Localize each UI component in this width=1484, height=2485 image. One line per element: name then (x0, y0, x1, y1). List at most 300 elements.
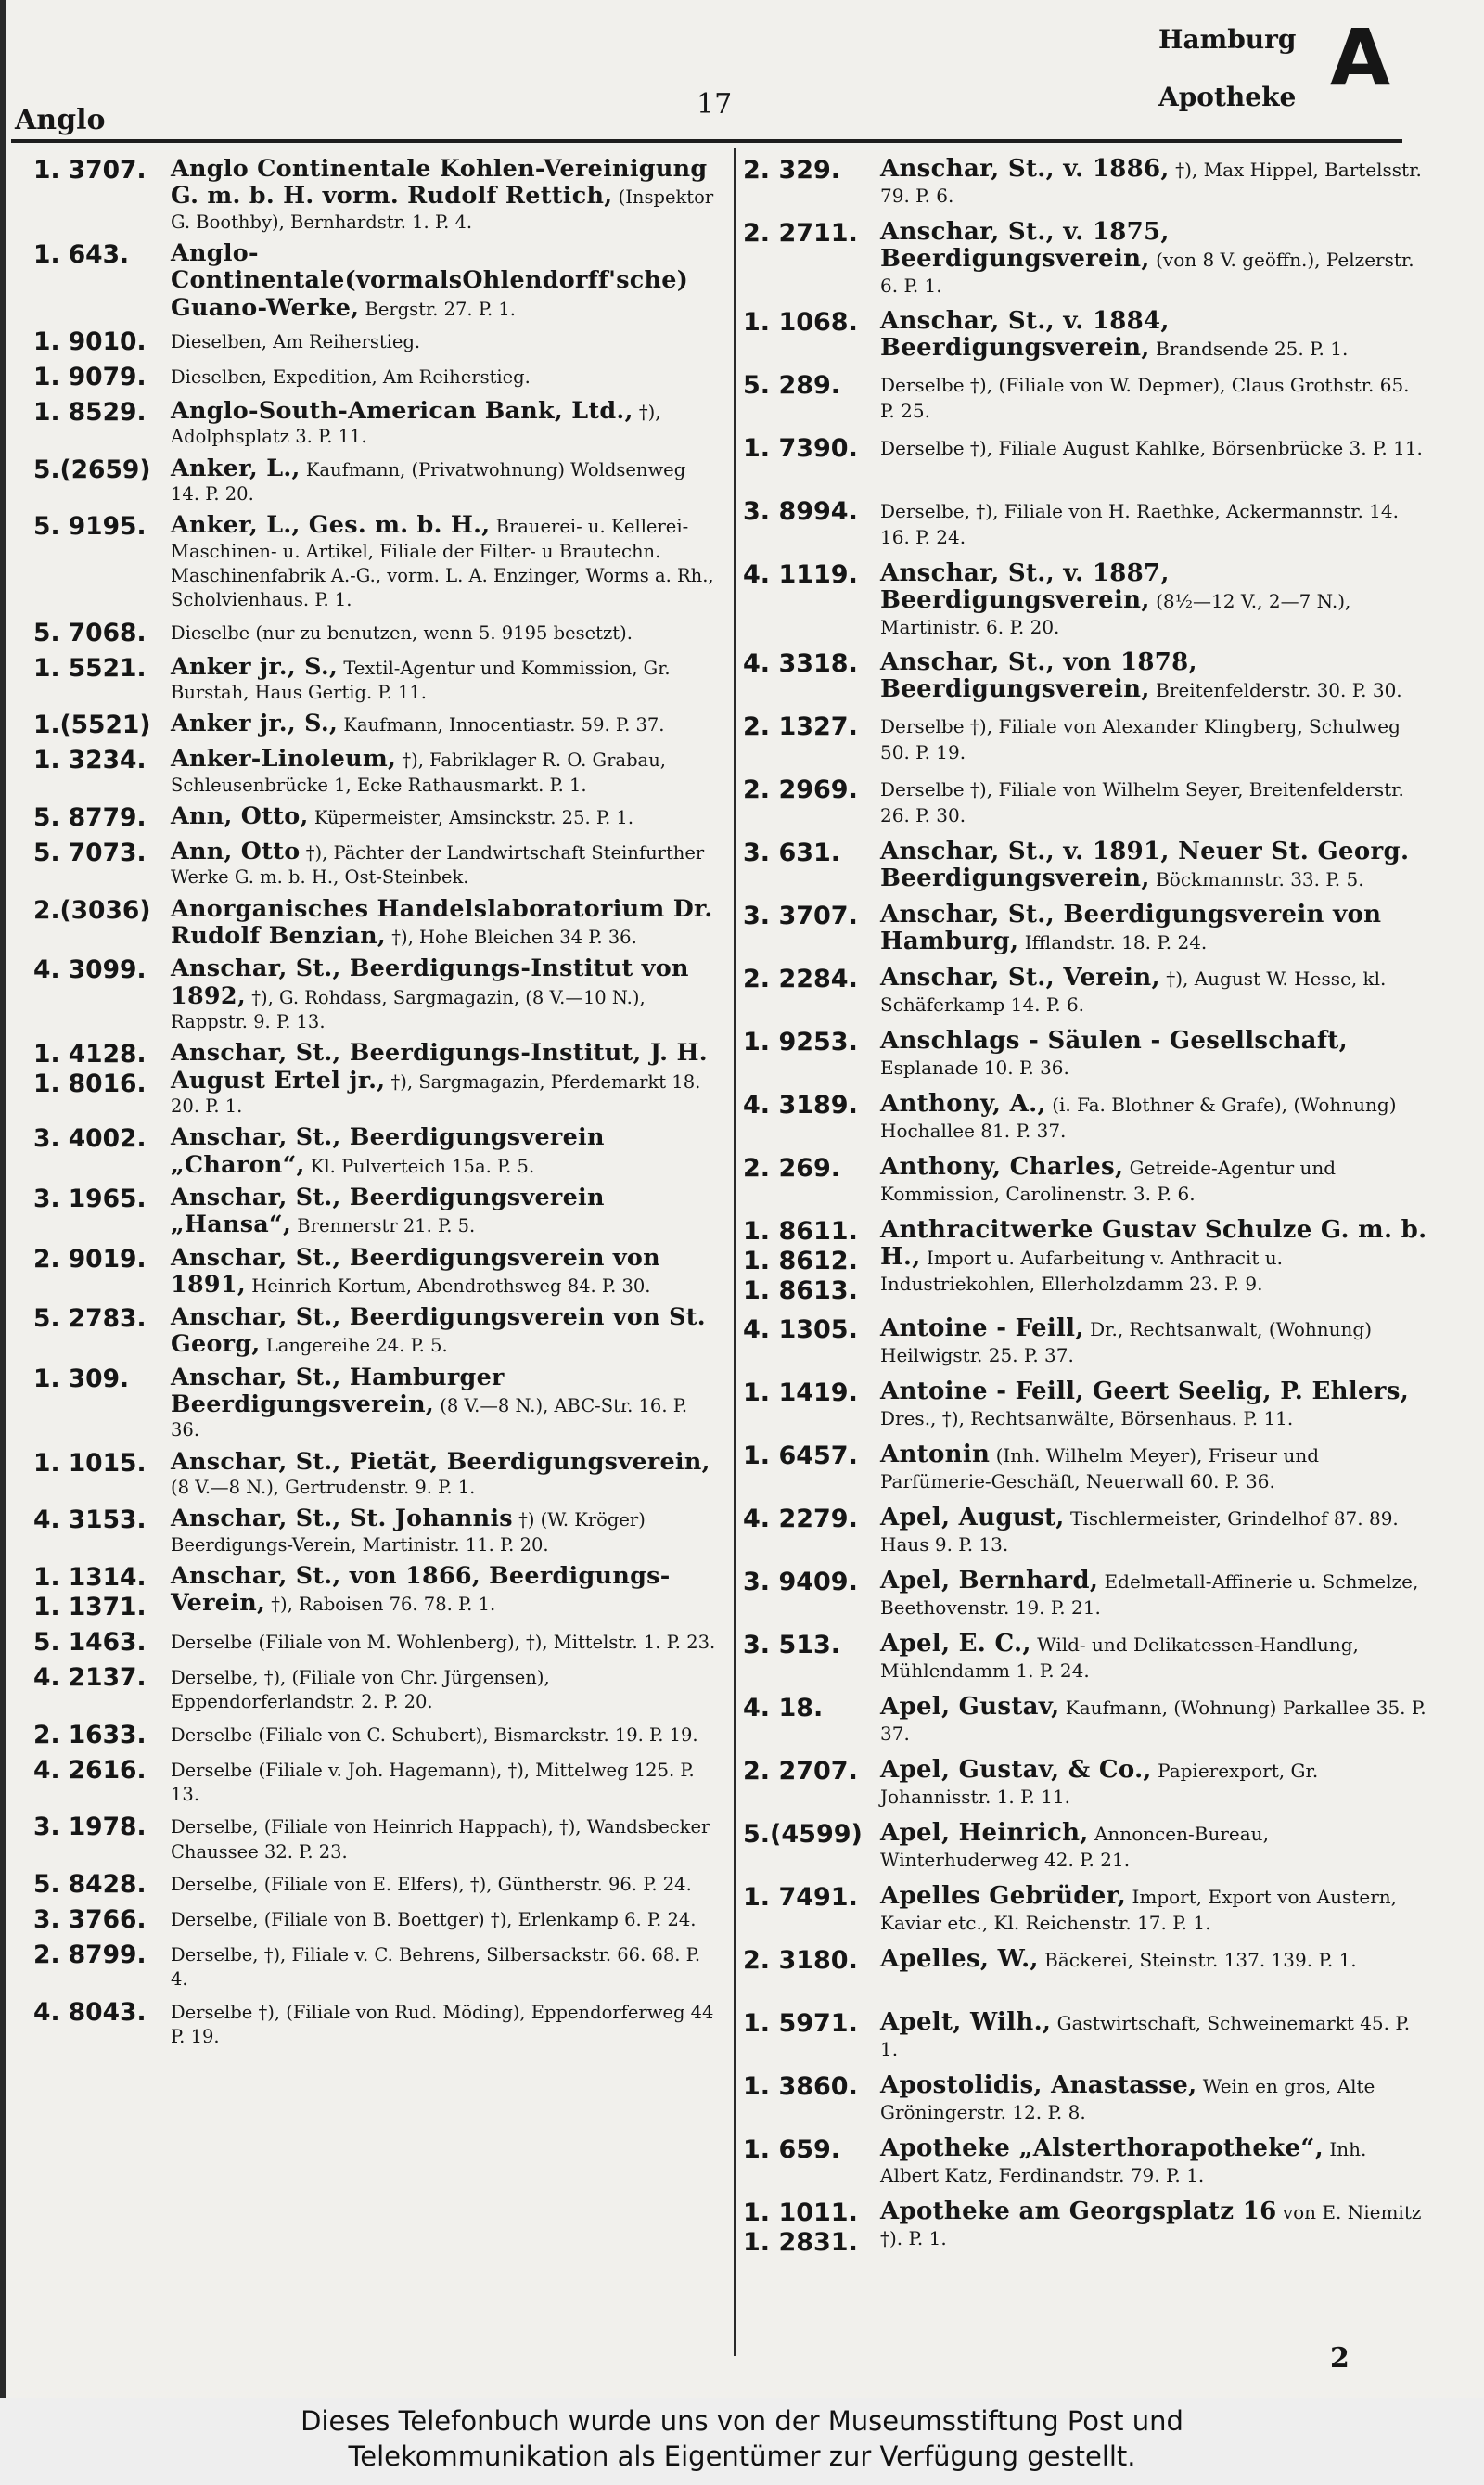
entry-text (880, 712, 1429, 765)
subscriber-name: Anorganisches Handelslaboratorium Dr. Rudolf Benzian, (171, 893, 713, 949)
entry-text (171, 327, 720, 354)
subscriber-name: Anschar, St., Beerdigungsverein „Hansa“, (171, 1182, 605, 1238)
phone-number: 5. 7068. (33, 618, 147, 647)
subscriber-name: Anthracitwerke Gustav Schulze G. m. b. H., (880, 1216, 1427, 1271)
directory-entry (33, 1721, 720, 1750)
phone-number: 1. 5971. (743, 2009, 858, 2038)
subscriber-name: Antoine - Feill, Geert Seelig, P. Ehlers, (880, 1377, 1410, 1405)
entry-text (880, 2135, 1429, 2188)
subscriber-name: Antonin (880, 1441, 991, 1468)
entry-text (171, 1040, 720, 1119)
phone-number: 1. 309. (33, 1364, 130, 1393)
footer-notice (0, 2398, 1484, 2485)
subscriber-name: Anschar, St., von 1866, Beerdigungs-Verein, (171, 1561, 671, 1617)
entry-text (171, 1721, 720, 1748)
directory-entry (743, 649, 1429, 703)
directory-entry (743, 2135, 1429, 2189)
phone-number: 1. 1419. (743, 1378, 858, 1407)
phone-number: 1. 9010. (33, 327, 147, 356)
subscriber-name: Anschar, St., v. 1886, (880, 155, 1170, 183)
entry-text (880, 902, 1429, 955)
directory-entry (33, 1304, 720, 1359)
subscriber-name: Apelles, W., (880, 1945, 1039, 1973)
phone-number: 4. 18. (743, 1694, 824, 1723)
entry-text (880, 1091, 1429, 1144)
phone-number: 2. 2707. (743, 1757, 858, 1786)
phone-number: 3. 513. (743, 1631, 841, 1659)
subscriber-details: Bäckerei, Steinstr. 137. 139. P. 1. (1038, 1949, 1357, 1971)
directory-entry (33, 1242, 720, 1300)
directory-entry (743, 1217, 1429, 1306)
phone-number: 1.(5521) (33, 711, 151, 740)
entry-text (171, 836, 720, 890)
subscriber-details: (i. Fa. Blothner & Grafe), (Wohnung) Hochallee 81. P. 37. (880, 1094, 1397, 1142)
phone-number: 3. 3707. (743, 902, 858, 930)
subscriber-details: Derselbe (Filiale v. Joh. Hagemann), †), Mittelweg 125. P. 13. (171, 1759, 695, 1806)
directory-entry (33, 395, 720, 450)
directory-entry (33, 746, 720, 798)
entry-text (880, 560, 1429, 640)
entry-text (171, 1505, 720, 1557)
entry-text (171, 1813, 720, 1864)
header-letter: A (1330, 12, 1391, 103)
entry-text (171, 1242, 720, 1300)
entry-text (880, 1378, 1429, 1431)
subscriber-name: Apotheke am Georgsplatz 16 (880, 2197, 1277, 2225)
page-mark: 2 (1330, 2342, 1350, 2375)
phone-number: 4. 1305. (743, 1315, 858, 1344)
directory-entry (743, 1883, 1429, 1937)
directory-entry (33, 803, 720, 833)
directory-entry (33, 1756, 720, 1808)
entry-text (880, 156, 1429, 209)
phone-number: 1. 9079. (33, 362, 147, 391)
subscriber-details: Derselbe, †), Filiale v. C. Behrens, Silbersackstr. 66. 68. P. 4. (171, 1944, 701, 1991)
directory-entry (33, 1870, 720, 1900)
subscriber-details: Derselbe, (Filiale von Heinrich Happach), †), Wandsbecker Chaussee 32. P. 23. (171, 1816, 710, 1863)
phone-number: 5.(4599) (743, 1820, 863, 1849)
subscriber-details: Derselbe †), (Filiale von W. Depmer), Claus Grothstr. 65. P. 25. (880, 374, 1410, 422)
subscriber-details: Annoncen-Bureau, Winterhuderweg 42. P. 21. (880, 1823, 1269, 1871)
subscriber-details: Brauerei- u. Kellerei-Maschinen- u. Artikel, Filiale der Filter- u Brautechn. Maschinenfabrik A.-G., vorm. L. A. Enzinger, Worms a. Rh., Scholvienhaus. P. 1. (171, 516, 714, 611)
header-rule (11, 139, 1402, 143)
entry-text (171, 619, 720, 646)
subscriber-details: Küpermeister, Amsinckstr. 25. P. 1. (308, 806, 634, 828)
directory-entry (743, 1946, 1429, 2000)
subscriber-name: Apotheke „Alsterthorapotheke“, (880, 2134, 1324, 2162)
entry-text (171, 455, 720, 507)
directory-entry (743, 1154, 1429, 1208)
directory-entry (743, 839, 1429, 892)
subscriber-name: Anschar, St., v. 1887, Beerdigungsverein, (880, 559, 1170, 614)
subscriber-name: Apel, Heinrich, (880, 1819, 1089, 1847)
phone-number: 2. 1327. (743, 712, 858, 741)
subscriber-details: (Inh. Wilhelm Meyer), Friseur und Parfümerie-Geschäft, Neuerwall 60. P. 36. (880, 1444, 1320, 1492)
phone-number: 5. 8428. (33, 1870, 147, 1900)
subscriber-details: Kaufmann, Innocentiastr. 59. P. 37. (338, 714, 665, 737)
entry-text (171, 1905, 720, 1932)
entry-text (880, 434, 1429, 461)
phone-number: 5. 2783. (33, 1304, 147, 1334)
entry-text (880, 775, 1429, 828)
entry-text (171, 363, 720, 390)
subscriber-details: †), Max Hippel, Bartelsstr. 79. P. 6. (880, 159, 1422, 207)
directory-entry (743, 560, 1429, 640)
directory-entry (743, 308, 1429, 362)
subscriber-details: Bergstr. 27. P. 1. (359, 298, 516, 320)
subscriber-details: Derselbe, (Filiale von E. Elfers), †), Güntherstr. 96. P. 24. (171, 1874, 692, 1896)
entry-text (171, 1446, 720, 1501)
column-divider (734, 148, 736, 2356)
subscriber-details: †) (W. Kröger) Beerdigungs-Verein, Martinistr. 11. P. 20. (171, 1509, 646, 1556)
subscriber-name: Anker jr., S., (171, 651, 339, 680)
phone-number: 4. 3318. (743, 649, 858, 678)
subscriber-details: Derselbe †), (Filiale von Rud. Möding), Eppendorferweg 44 P. 19. (171, 2001, 714, 2048)
phone-number: 2. 1633. (33, 1720, 147, 1749)
phone-number: 3. 1978. (33, 1813, 147, 1842)
left-column (33, 156, 720, 2055)
entry-text (171, 1870, 720, 1897)
subscriber-name: Anschar, St., Beerdigungsverein von 1891, (171, 1242, 660, 1298)
subscriber-name: Apel, Bernhard, (880, 1567, 1099, 1595)
subscriber-name: Anker jr., S., (171, 709, 339, 737)
entry-text (171, 512, 720, 612)
subscriber-name: Ann, Otto, (171, 801, 309, 829)
directory-entry (743, 1820, 1429, 1874)
subscriber-details: (Inspektor G. Boothby), Bernhardstr. 1. P. 4. (171, 186, 714, 233)
entry-text (880, 2009, 1429, 2062)
entry-text (880, 308, 1429, 362)
phone-number: 3. 9409. (743, 1568, 858, 1596)
entry-text (880, 965, 1429, 1018)
directory-entry (33, 651, 720, 706)
phone-number: 2.(3036) (33, 895, 151, 925)
phone-number: 2. 2711. (743, 219, 858, 248)
phone-number: 4. 2137. (33, 1663, 147, 1693)
phone-number: 3. 631. (743, 839, 841, 867)
subscriber-details: Tischlermeister, Grindelhof 87. 89. Haus 9. P. 13. (880, 1507, 1399, 1556)
directory-entry (743, 434, 1429, 488)
directory-entry (33, 619, 720, 648)
subscriber-name: Anschar, St., Beerdigungsverein von Hamburg, (880, 901, 1382, 955)
directory-entry (33, 237, 720, 322)
subscriber-details: Derselbe, (Filiale von B. Boettger) †), Erlenkamp 6. P. 24. (171, 1909, 697, 1931)
entry-text (171, 1182, 720, 1239)
entry-text (171, 1563, 720, 1618)
subscriber-name: Anglo-Continentale(vormalsOhlendorff'sche) Guano-Werke, (171, 237, 689, 321)
subscriber-name: Anthony, Charles, (880, 1153, 1124, 1181)
entry-text (171, 651, 720, 706)
directory-entry (743, 1568, 1429, 1621)
phone-number: 4. 3153. (33, 1505, 147, 1535)
entry-text (880, 1946, 1429, 1973)
entry-text (171, 1941, 720, 1992)
subscriber-name: Anschar, St., St. Johannis (171, 1504, 513, 1532)
subscriber-name: Anschar, St., v. 1884, Beerdigungsverein, (880, 307, 1170, 362)
entry-text (171, 711, 720, 737)
entry-text (171, 1628, 720, 1655)
entry-text (171, 1998, 720, 2050)
subscriber-name: Apel, August, (880, 1504, 1065, 1531)
subscriber-details: †), Pächter der Landwirtschaft Steinfurther Werke G. m. b. H., Ost-Steinbek. (171, 841, 705, 889)
subscriber-name: Apel, Gustav, & Co., (880, 1756, 1152, 1784)
entry-text (171, 395, 720, 450)
subscriber-name: Anthony, A., (880, 1090, 1046, 1118)
phone-number: 2. 9019. (33, 1244, 147, 1274)
directory-entry (743, 902, 1429, 955)
phone-number: 2. 2284. (743, 965, 858, 993)
subscriber-name: Anschar, St., Verein, (880, 964, 1160, 992)
footer-line-2: Telekommunikation als Eigentümer zur Verfügung gestellt. (348, 2440, 1136, 2472)
entry-text (880, 649, 1429, 703)
directory-entry (33, 327, 720, 357)
right-column (743, 156, 1429, 2267)
subscriber-details: Gastwirtschaft, Schweinemarkt 45. P. 1. (880, 2012, 1411, 2060)
subscriber-details: Kaufmann, (Privatwohnung) Woldsenweg 14. P. 20. (171, 458, 686, 505)
subscriber-name: Anschar, St., v. 1875, Beerdigungsverein, (880, 218, 1170, 273)
subscriber-details: Getreide-Agentur und Kommission, Carolinenstr. 3. P. 6. (880, 1157, 1337, 1205)
subscriber-name: Apelles Gebrüder, (880, 1882, 1127, 1910)
directory-entry (743, 371, 1429, 425)
subscriber-details: Dres., †), Rechtsanwälte, Börsenhaus. P. 11. (880, 1407, 1294, 1429)
entry-text (880, 1315, 1429, 1368)
directory-entry (743, 497, 1429, 551)
footer-line-1: Dieses Telefonbuch wurde uns von der Museumsstiftung Post und (301, 2405, 1183, 2437)
entry-text (880, 839, 1429, 892)
directory-entry (33, 156, 720, 235)
directory-entry (743, 2198, 1429, 2258)
phone-number: 1. 8611. 1. 8612. 1. 8613. (743, 1217, 858, 1305)
directory-entry (743, 2009, 1429, 2063)
subscriber-details: †), Sargmagazin, Pferdemarkt 18. 20. P. 1. (171, 1070, 701, 1117)
subscriber-details: Dieselbe (nur zu benutzen, wenn 5. 9195 besetzt). (171, 621, 633, 644)
entry-text (171, 237, 720, 322)
directory-entry (33, 1364, 720, 1443)
directory-entry (33, 512, 720, 612)
subscriber-details: †), August W. Hesse, kl. Schäferkamp 14. P. 6. (880, 967, 1387, 1016)
entry-text (171, 156, 720, 235)
subscriber-details: Dieselben, Expedition, Am Reiherstieg. (171, 365, 531, 388)
subscriber-name: Apel, E. C., (880, 1630, 1031, 1658)
entry-text (880, 1694, 1429, 1747)
subscriber-details: Esplanade 10. P. 36. (880, 1057, 1069, 1079)
entry-text (880, 219, 1429, 299)
directory-entry (33, 836, 720, 890)
subscriber-name: Anschar, St., von 1878, Beerdigungsverein, (880, 648, 1197, 703)
subscriber-name: Apel, Gustav, (880, 1693, 1060, 1721)
phone-number: 1. 1015. (33, 1448, 147, 1478)
entry-text (171, 1663, 720, 1715)
subscriber-details: Böckmannstr. 33. P. 5. (1149, 868, 1364, 890)
phone-number: 3. 4002. (33, 1124, 147, 1154)
entry-text (880, 1441, 1429, 1494)
phone-number: 5. 8779. (33, 802, 147, 832)
phone-number: 3. 1965. (33, 1184, 147, 1213)
subscriber-details: Derselbe (Filiale von C. Schubert), Bismarckstr. 19. P. 19. (171, 1723, 698, 1746)
subscriber-details: Textil-Agentur und Kommission, Gr. Burstah, Haus Gertig. P. 11. (171, 657, 671, 703)
entry-text (880, 1631, 1429, 1684)
entry-text (171, 1124, 720, 1179)
subscriber-name: Anschar, St., Beerdigungsverein „Charon“, (171, 1122, 605, 1178)
subscriber-details: Import u. Aufarbeitung v. Anthracit u. Industriekohlen, Ellerholzdamm 23. P. 9. (880, 1247, 1283, 1295)
phone-number: 2. 329. (743, 156, 841, 185)
phone-number: 4. 2616. (33, 1755, 147, 1785)
subscriber-details: Kaufmann, (Wohnung) Parkallee 35. P. 37. (880, 1697, 1426, 1745)
subscriber-details: †), Raboisen 76. 78. P. 1. (265, 1594, 496, 1616)
directory-entry (33, 1628, 720, 1658)
subscriber-name: Anschar, St., Beerdigungsverein von St. Georg, (171, 1302, 706, 1358)
subscriber-details: Brennerstr 21. P. 5. (291, 1215, 476, 1237)
phone-number: 1. 8529. (33, 397, 147, 427)
subscriber-details: Derselbe (Filiale von M. Wohlenberg), †), Mittelstr. 1. P. 23. (171, 1632, 716, 1654)
phone-number: 4. 3189. (743, 1091, 858, 1120)
phone-number: 4. 8043. (33, 1997, 147, 2027)
phone-number: 1. 3860. (743, 2072, 858, 2101)
subscriber-details: Derselbe †), Filiale von Wilhelm Seyer, Breitenfelderstr. 26. P. 30. (880, 778, 1404, 826)
directory-entry (743, 965, 1429, 1018)
phone-number: 1. 5521. (33, 653, 147, 683)
subscriber-details: Dieselben, Am Reiherstieg. (171, 330, 421, 352)
subscriber-name: Apelt, Wilh., (880, 2008, 1052, 2036)
directory-entry (33, 363, 720, 392)
directory-entry (33, 1124, 720, 1179)
directory-entry (743, 1091, 1429, 1145)
directory-entry (33, 1663, 720, 1715)
subscriber-details: Wein en gros, Alte Gröningerstr. 12. P. 8. (880, 2075, 1375, 2123)
phone-number: 1. 1068. (743, 308, 858, 337)
header-city: Hamburg (1158, 24, 1297, 55)
entry-text (880, 1883, 1429, 1936)
entry-text (880, 1757, 1429, 1810)
directory-entry (743, 1631, 1429, 1684)
phone-number: 1. 7390. (743, 434, 858, 463)
subscriber-details: von E. Niemitz †). P. 1. (880, 2201, 1422, 2249)
entry-text (880, 1568, 1429, 1620)
directory-entry (743, 1441, 1429, 1495)
subscriber-details: Papierexport, Gr. Johannisstr. 1. P. 11. (880, 1760, 1319, 1808)
entry-text (171, 893, 720, 951)
phone-number: 4. 3099. (33, 955, 147, 985)
subscriber-details: Kl. Pulverteich 15a. P. 5. (304, 1155, 535, 1177)
entry-text (171, 1756, 720, 1808)
directory-entry (33, 1505, 720, 1557)
phone-number: 1. 9253. (743, 1028, 858, 1057)
directory-entry (33, 1998, 720, 2050)
directory-entry (743, 1505, 1429, 1558)
phone-number: 1. 6457. (743, 1441, 858, 1470)
phone-number: 5. 289. (743, 371, 841, 400)
directory-entry (33, 1813, 720, 1864)
entry-text (880, 371, 1429, 424)
subscriber-details: †), Fabriklager R. O. Grabau, Schleusenbrücke 1, Ecke Rathausmarkt. P. 1. (171, 749, 666, 796)
subscriber-name: Anschar, St., Beerdigungs-Institut von 1892, (171, 954, 689, 1009)
subscriber-name: Anker, L., Ges. m. b. H., (171, 510, 491, 539)
subscriber-name: Anschar, St., Beerdigungs-Institut, J. H. August Ertel jr., (171, 1038, 708, 1094)
phone-number: 1. 1314. 1. 1371. (33, 1563, 147, 1622)
entry-text (880, 1028, 1429, 1081)
directory-entry (743, 219, 1429, 299)
subscriber-details: Dr., Rechtsanwalt, (Wohnung) Heilwigstr. 25. P. 37. (880, 1318, 1372, 1366)
entry-text (171, 1364, 720, 1443)
subscriber-name: Anschar, St., Pietät, Beerdigungsverein, (171, 1446, 710, 1475)
directory-entry (743, 1378, 1429, 1432)
subscriber-name: Anker, L., (171, 453, 301, 481)
directory-entry (743, 1694, 1429, 1748)
phone-number: 4. 1119. (743, 560, 858, 589)
directory-entry (33, 1941, 720, 1992)
directory-entry (743, 1757, 1429, 1811)
phone-number: 5. 9195. (33, 512, 147, 542)
phone-number: 1. 7491. (743, 1883, 858, 1912)
directory-entry (743, 775, 1429, 829)
subscriber-details: Import, Export von Austern, Kaviar etc., Kl. Reichenstr. 17. P. 1. (880, 1886, 1397, 1934)
directory-entry (33, 455, 720, 507)
entry-text (171, 803, 720, 830)
directory-entry (33, 893, 720, 951)
entry-text (171, 955, 720, 1034)
subscriber-details: Brandsende 25. P. 1. (1149, 338, 1349, 360)
subscriber-name: Anschar, St., Hamburger Beerdigungsverein, (171, 1362, 505, 1418)
entry-text (880, 2198, 1429, 2251)
phone-number: 2. 3180. (743, 1946, 858, 1975)
phone-number: 1. 1011. 1. 2831. (743, 2198, 858, 2257)
subscriber-details: Inh. Albert Katz, Ferdinandstr. 79. P. 1. (880, 2138, 1367, 2186)
directory-entry (33, 711, 720, 740)
subscriber-name: Apostolidis, Anastasse, (880, 2071, 1197, 2099)
subscriber-name: Anker-Linoleum, (171, 744, 397, 773)
entry-text (880, 1505, 1429, 1557)
phone-number: 1. 3234. (33, 746, 147, 775)
phone-number: 1. 3707. (33, 156, 147, 185)
phone-number: 1. 643. (33, 239, 130, 269)
subscriber-details: †), G. Rohdass, Sargmagazin, (8 V.—10 N.), Rappstr. 9. P. 13. (171, 986, 646, 1032)
phone-number: 1. 4128. 1. 8016. (33, 1040, 147, 1099)
subscriber-details: †), Adolphsplatz 3. P. 11. (171, 401, 661, 448)
subscriber-details: (8 V.—8 N.), ABC-Str. 16. P. 36. (171, 1395, 688, 1441)
entry-text (880, 1820, 1429, 1873)
directory-entry (33, 955, 720, 1034)
entry-text (880, 2072, 1429, 2125)
phone-number: 2. 8799. (33, 1941, 147, 1970)
directory-entry (743, 712, 1429, 766)
subscriber-details: Langereihe 24. P. 5. (260, 1335, 448, 1357)
entry-text (880, 1154, 1429, 1207)
phone-number: 5. 7073. (33, 838, 147, 867)
entry-text (171, 1304, 720, 1359)
phone-number: 3. 3766. (33, 1905, 147, 1935)
entry-text (880, 1217, 1429, 1297)
phone-number: 5.(2659) (33, 455, 151, 484)
directory-entry (743, 156, 1429, 210)
subscriber-details: Wild- und Delikatessen-Handlung, Mühlendamm 1. P. 24. (880, 1633, 1359, 1682)
subscriber-details: †), Hohe Bleichen 34 P. 36. (386, 926, 637, 948)
subscriber-details: Derselbe, †), (Filiale von Chr. Jürgensen), Eppendorferlandstr. 2. P. 20. (171, 1667, 550, 1713)
phone-number: 5. 1463. (33, 1628, 147, 1658)
header-section: Apotheke (1158, 82, 1297, 112)
directory-entry (33, 1446, 720, 1501)
directory-entry (33, 1040, 720, 1119)
directory-entry (743, 1028, 1429, 1082)
subscriber-name: Anglo-South-American Bank, Ltd., (171, 395, 633, 424)
subscriber-details: Edelmetall-Affinerie u. Schmelze, Beethovenstr. 19. P. 21. (880, 1570, 1419, 1619)
page-number: 17 (697, 88, 733, 121)
directory-entry (33, 1905, 720, 1935)
header-left-keyword: Anglo (15, 104, 106, 136)
phone-number: 2. 269. (743, 1154, 841, 1183)
subscriber-details: Breitenfelderstr. 30. P. 30. (1149, 679, 1402, 701)
phone-number: 2. 2969. (743, 775, 858, 804)
subscriber-details: Heinrich Kortum, Abendrothsweg 84. P. 30. (246, 1275, 651, 1297)
